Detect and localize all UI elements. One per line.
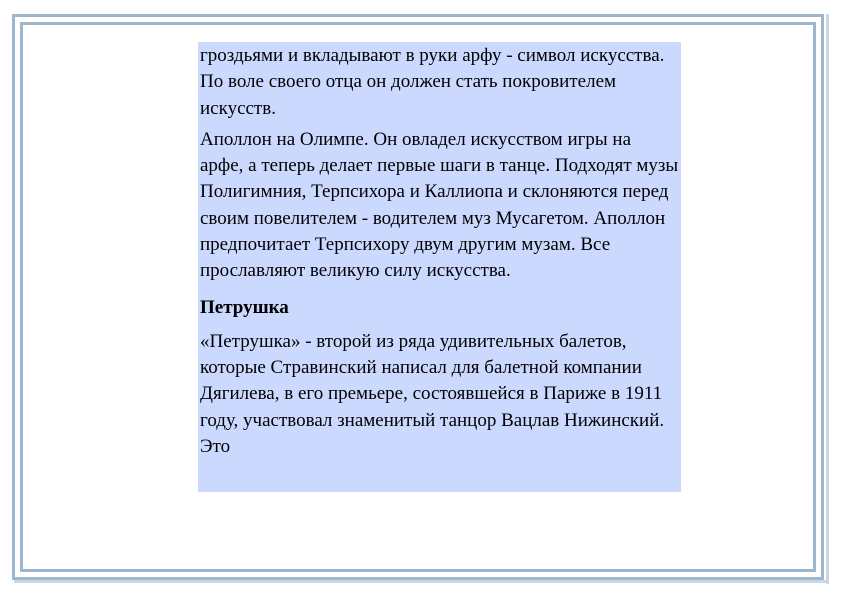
- text-box: [198, 42, 681, 492]
- paragraph-apollo-olympus: Аполлон на Олимпе. Он овладел искусством игры на арфе, а теперь делает первые шаги в танце. Подходят музы Полигимния, Терпсихора и Каллиопа и склоняются перед своим повелителем - водителем муз Мусагетом. Аполлон предпочитает Терпсихору двум другим музам. Все прославляют великую силу искусства.: [200, 128, 679, 282]
- frame-shadow-right: [826, 14, 829, 584]
- frame-shadow-bottom: [14, 580, 829, 583]
- section-heading-petrushka: Петрушка: [200, 296, 289, 318]
- paragraph-apollo-birth: гроздьями и вкладывают в руки арфу - символ искусства. По воле своего отца он должен стать покровителем искусств.: [200, 45, 665, 119]
- paragraph-petrushka: «Петрушка» - второй из ряда удивительных балетов, которые Стравинский написал для балетной компании Дягилева, в его премьере, состоявшейся в Париже в 1911 году, участвовал знаменитый танцор Вацлав Нижинский. Это: [200, 330, 665, 457]
